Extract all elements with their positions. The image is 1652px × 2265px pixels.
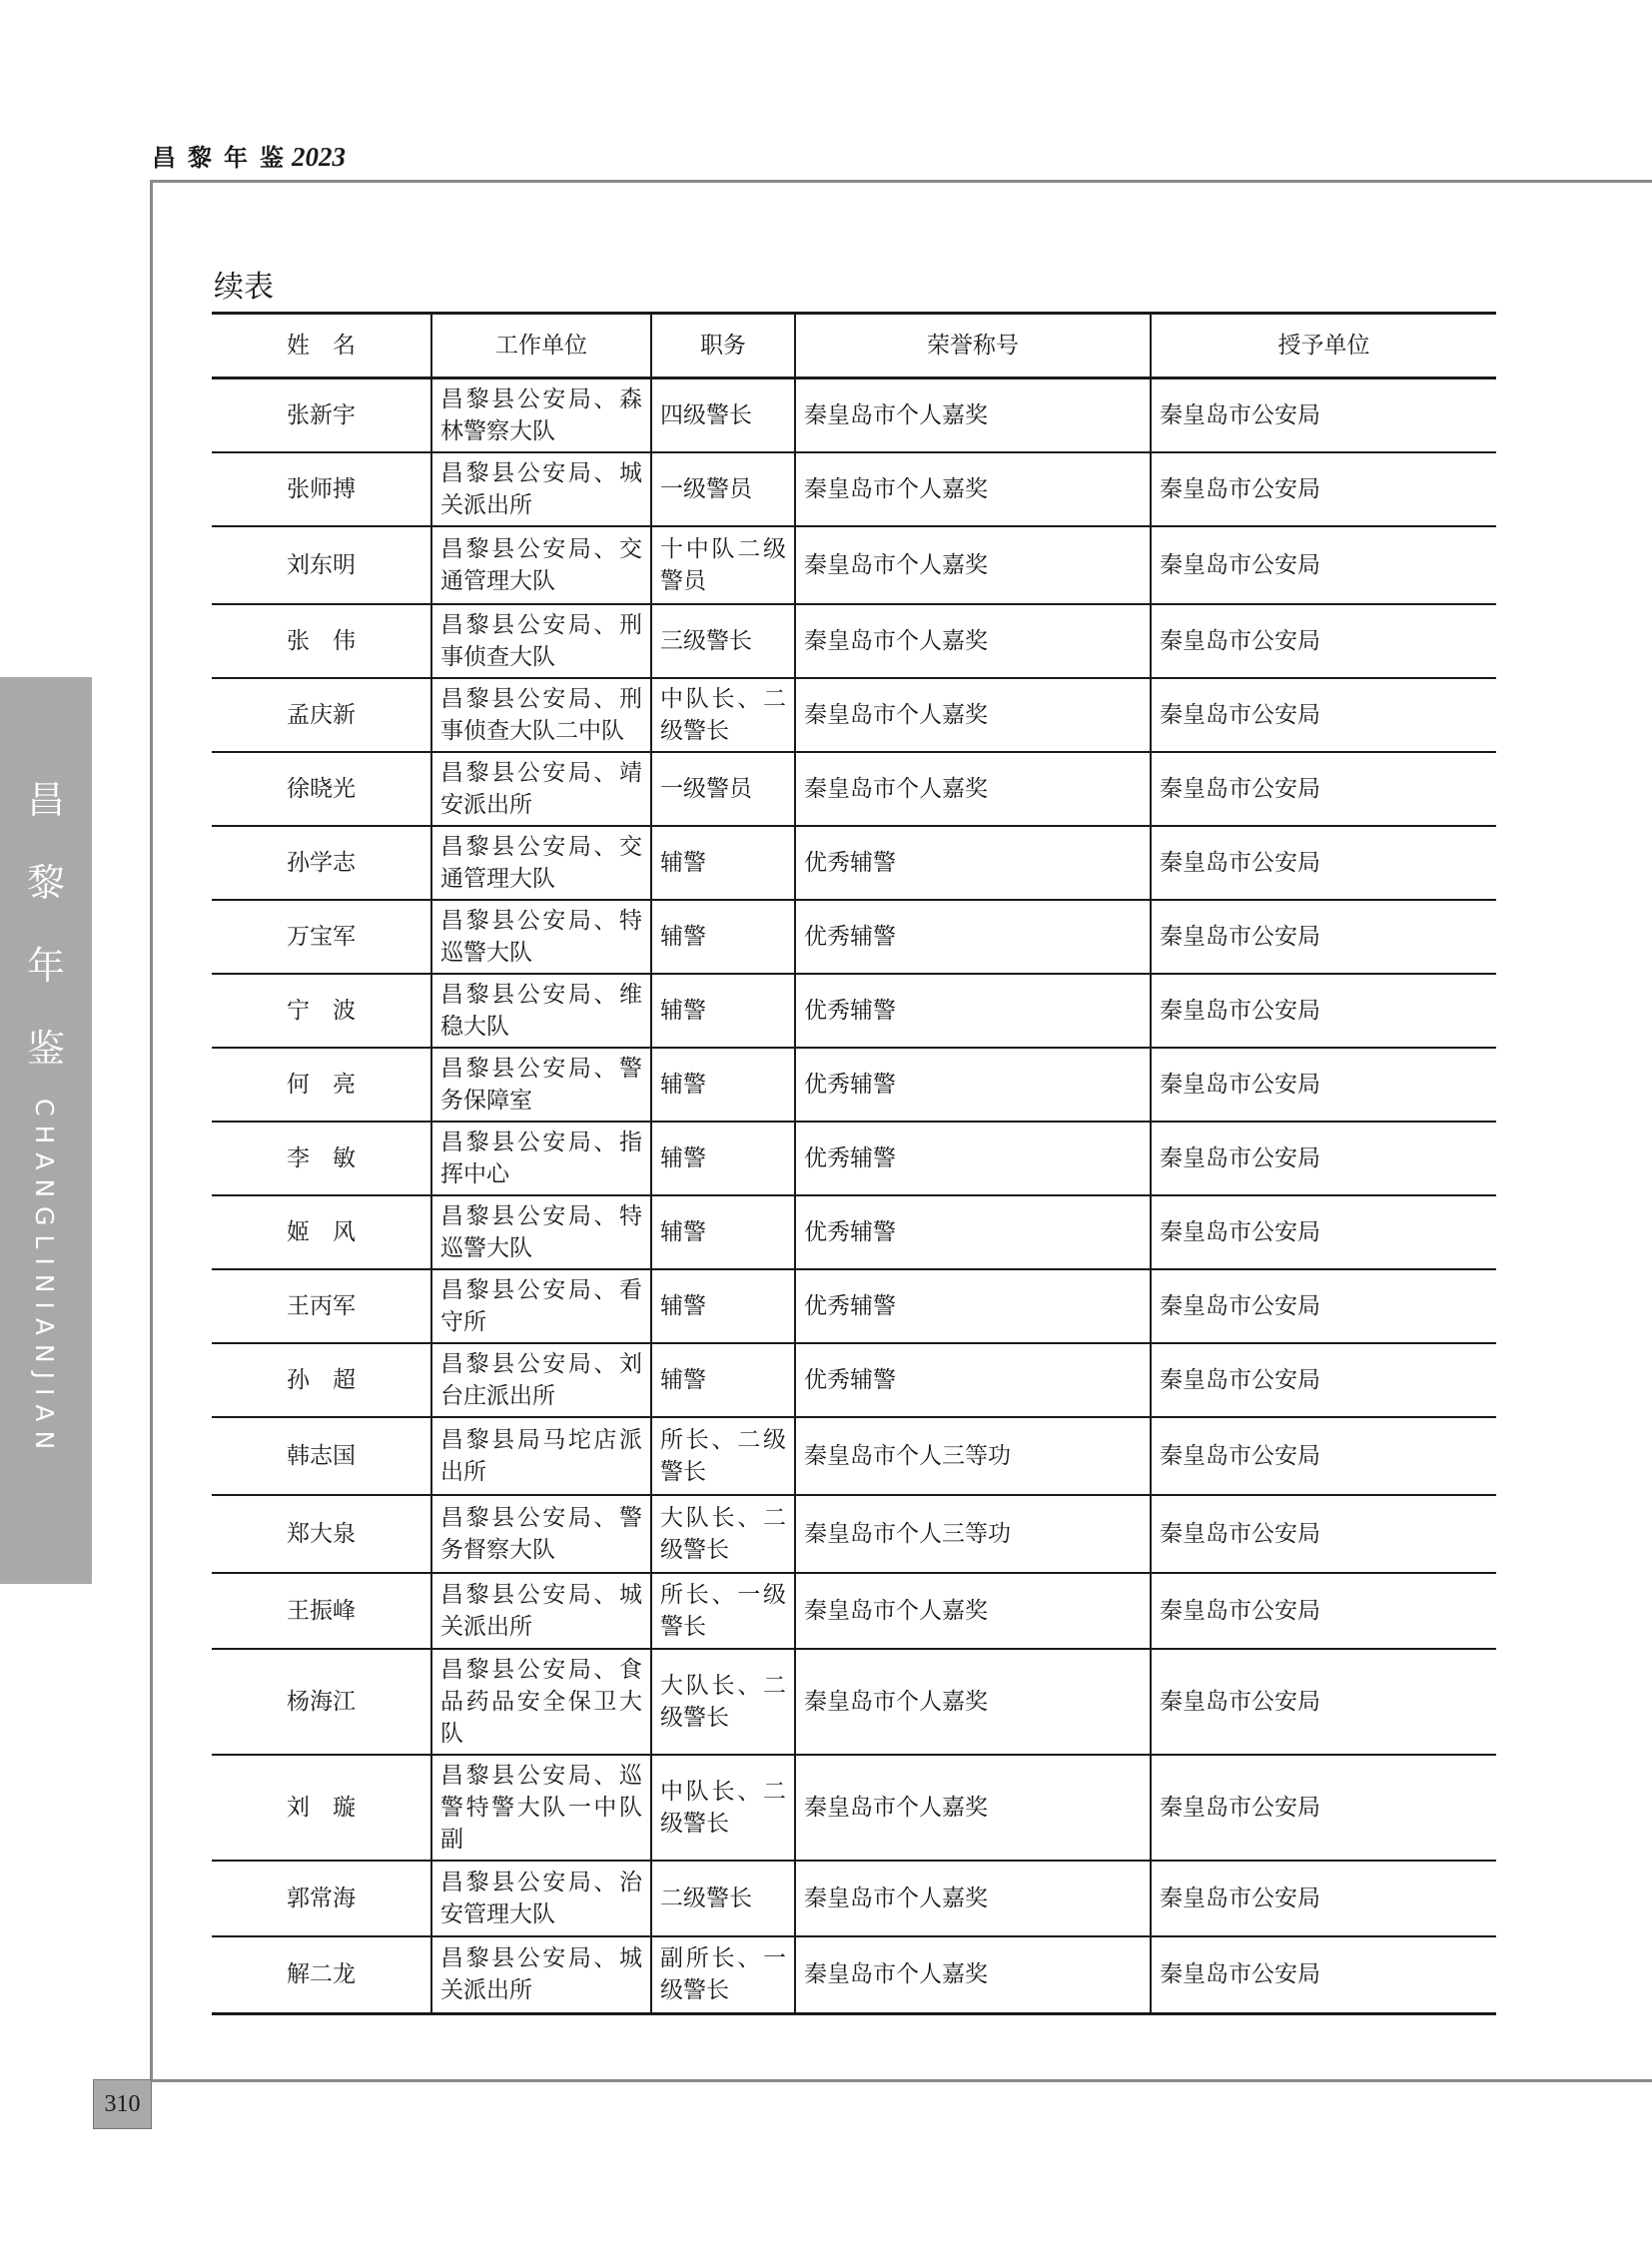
cell-position: 一级警员 (651, 752, 795, 826)
cell-name: 孙 超 (212, 1343, 431, 1417)
cell-work-unit: 昌黎县公安局、看守所 (431, 1269, 651, 1343)
table-row (212, 752, 1496, 826)
table-row (212, 1495, 1496, 1573)
cell-name: 孙学志 (212, 826, 431, 900)
cell-position: 一级警员 (651, 452, 795, 526)
cell-awarding-unit: 秦皇岛市公安局 (1151, 378, 1496, 452)
cell-work-unit: 昌黎县公安局、食品药品安全保卫大队 (431, 1649, 651, 1755)
cell-honor-title: 优秀辅警 (795, 900, 1151, 974)
cell-honor-title: 秦皇岛市个人嘉奖 (795, 526, 1151, 604)
cell-awarding-unit: 秦皇岛市公安局 (1151, 1573, 1496, 1649)
page-number: 310 (93, 2079, 152, 2129)
cell-honor-title: 秦皇岛市个人嘉奖 (795, 378, 1151, 452)
cell-position: 所长、二级警长 (651, 1417, 795, 1495)
cell-honor-title: 秦皇岛市个人嘉奖 (795, 1861, 1151, 1936)
cell-position: 副所长、一级警长 (651, 1936, 795, 2014)
cell-awarding-unit: 秦皇岛市公安局 (1151, 752, 1496, 826)
cell-honor-title: 秦皇岛市个人三等功 (795, 1495, 1151, 1573)
table-row (212, 826, 1496, 900)
cell-position: 二级警长 (651, 1861, 795, 1936)
frame-left-rule (150, 180, 153, 2082)
cell-position: 辅警 (651, 900, 795, 974)
cell-work-unit: 昌黎县公安局、城关派出所 (431, 1573, 651, 1649)
cell-work-unit: 昌黎县局马坨店派出所 (431, 1417, 651, 1495)
table-row (212, 1269, 1496, 1343)
cell-honor-title: 秦皇岛市个人嘉奖 (795, 604, 1151, 678)
cell-honor-title: 秦皇岛市个人嘉奖 (795, 752, 1151, 826)
header-awarding-unit: 授予单位 (1151, 314, 1496, 378)
cell-awarding-unit: 秦皇岛市公安局 (1151, 1122, 1496, 1195)
cell-name: 王振峰 (212, 1573, 431, 1649)
cell-position: 辅警 (651, 826, 795, 900)
cell-name: 何 亮 (212, 1048, 431, 1122)
table-row (212, 1122, 1496, 1195)
cell-awarding-unit: 秦皇岛市公安局 (1151, 974, 1496, 1048)
cell-work-unit: 昌黎县公安局、刑事侦查大队 (431, 604, 651, 678)
table-row (212, 678, 1496, 752)
cell-position: 中队长、二级警长 (651, 1755, 795, 1861)
table-row (212, 1861, 1496, 1936)
side-tab-char: 昌 (26, 778, 65, 822)
cell-honor-title: 优秀辅警 (795, 1343, 1151, 1417)
cell-honor-title: 优秀辅警 (795, 974, 1151, 1048)
cell-name: 王丙军 (212, 1269, 431, 1343)
cell-name: 张师搏 (212, 452, 431, 526)
cell-work-unit: 昌黎县公安局、治安管理大队 (431, 1861, 651, 1936)
cell-name: 徐晓光 (212, 752, 431, 826)
cell-honor-title: 优秀辅警 (795, 1048, 1151, 1122)
table-header-row (212, 314, 1496, 378)
cell-honor-title: 优秀辅警 (795, 1195, 1151, 1269)
cell-awarding-unit: 秦皇岛市公安局 (1151, 1495, 1496, 1573)
header-position: 职务 (651, 314, 795, 378)
cell-honor-title: 秦皇岛市个人嘉奖 (795, 452, 1151, 526)
cell-position: 中队长、二级警长 (651, 678, 795, 752)
cell-work-unit: 昌黎县公安局、维稳大队 (431, 974, 651, 1048)
cell-name: 刘 璇 (212, 1755, 431, 1861)
cell-position: 辅警 (651, 1343, 795, 1417)
cell-honor-title: 优秀辅警 (795, 1122, 1151, 1195)
cell-awarding-unit: 秦皇岛市公安局 (1151, 1195, 1496, 1269)
table-row (212, 1649, 1496, 1755)
cell-awarding-unit: 秦皇岛市公安局 (1151, 452, 1496, 526)
table-row (212, 604, 1496, 678)
cell-position: 四级警长 (651, 378, 795, 452)
cell-awarding-unit: 秦皇岛市公安局 (1151, 1269, 1496, 1343)
cell-name: 郭常海 (212, 1861, 431, 1936)
side-tab-char: 黎 (26, 861, 65, 905)
table-row (212, 452, 1496, 526)
frame-bottom-rule (150, 2079, 1652, 2082)
cell-honor-title: 优秀辅警 (795, 826, 1151, 900)
cell-honor-title: 秦皇岛市个人嘉奖 (795, 1755, 1151, 1861)
cell-work-unit: 昌黎县公安局、特巡警大队 (431, 1195, 651, 1269)
cell-position: 辅警 (651, 1048, 795, 1122)
table-row (212, 1195, 1496, 1269)
table-body (212, 378, 1496, 2014)
cell-awarding-unit: 秦皇岛市公安局 (1151, 526, 1496, 604)
cell-position: 辅警 (651, 1122, 795, 1195)
cell-awarding-unit: 秦皇岛市公安局 (1151, 1417, 1496, 1495)
header-year: 2023 (292, 142, 346, 172)
cell-name: 张新宇 (212, 378, 431, 452)
cell-work-unit: 昌黎县公安局、交通管理大队 (431, 826, 651, 900)
cell-awarding-unit: 秦皇岛市公安局 (1151, 900, 1496, 974)
cell-name: 杨海江 (212, 1649, 431, 1755)
cell-honor-title: 秦皇岛市个人三等功 (795, 1417, 1151, 1495)
cell-position: 辅警 (651, 1195, 795, 1269)
cell-awarding-unit: 秦皇岛市公安局 (1151, 826, 1496, 900)
table-row (212, 1048, 1496, 1122)
cell-work-unit: 昌黎县公安局、指挥中心 (431, 1122, 651, 1195)
header-work-unit: 工作单位 (431, 314, 651, 378)
cell-honor-title: 秦皇岛市个人嘉奖 (795, 1936, 1151, 2014)
cell-name: 解二龙 (212, 1936, 431, 2014)
cell-awarding-unit: 秦皇岛市公安局 (1151, 1861, 1496, 1936)
cell-honor-title: 秦皇岛市个人嘉奖 (795, 1649, 1151, 1755)
table-caption: 续表 (214, 270, 274, 305)
cell-position: 十中队二级警员 (651, 526, 795, 604)
cell-position: 大队长、二级警长 (651, 1649, 795, 1755)
cell-honor-title: 秦皇岛市个人嘉奖 (795, 678, 1151, 752)
side-tab-char: 鉴 (26, 1027, 65, 1071)
cell-position: 三级警长 (651, 604, 795, 678)
cell-honor-title: 秦皇岛市个人嘉奖 (795, 1573, 1151, 1649)
cell-name: 李 敏 (212, 1122, 431, 1195)
header-honor-title: 荣誉称号 (795, 314, 1151, 378)
side-tab-pinyin: CHANGLINIANJIAN (30, 1099, 59, 1459)
cell-position: 所长、一级警长 (651, 1573, 795, 1649)
cell-work-unit: 昌黎县公安局、巡警特警大队一中队副 (431, 1755, 651, 1861)
cell-work-unit: 昌黎县公安局、刘台庄派出所 (431, 1343, 651, 1417)
cell-awarding-unit: 秦皇岛市公安局 (1151, 1048, 1496, 1122)
awards-table (212, 312, 1496, 2015)
cell-honor-title: 优秀辅警 (795, 1269, 1151, 1343)
table-row (212, 900, 1496, 974)
table-row (212, 1936, 1496, 2014)
table-row (212, 378, 1496, 452)
cell-work-unit: 昌黎县公安局、森林警察大队 (431, 378, 651, 452)
table-row (212, 526, 1496, 604)
cell-awarding-unit: 秦皇岛市公安局 (1151, 1936, 1496, 2014)
table-row (212, 1573, 1496, 1649)
cell-work-unit: 昌黎县公安局、城关派出所 (431, 452, 651, 526)
cell-awarding-unit: 秦皇岛市公安局 (1151, 1343, 1496, 1417)
cell-name: 郑大泉 (212, 1495, 431, 1573)
cell-name: 刘东明 (212, 526, 431, 604)
table-row (212, 1417, 1496, 1495)
cell-work-unit: 昌黎县公安局、城关派出所 (431, 1936, 651, 2014)
cell-work-unit: 昌黎县公安局、靖安派出所 (431, 752, 651, 826)
cell-work-unit: 昌黎县公安局、刑事侦查大队二中队 (431, 678, 651, 752)
table-row (212, 1343, 1496, 1417)
side-tab-char: 年 (26, 944, 65, 988)
cell-name: 韩志国 (212, 1417, 431, 1495)
cell-awarding-unit: 秦皇岛市公安局 (1151, 678, 1496, 752)
cell-work-unit: 昌黎县公安局、交通管理大队 (431, 526, 651, 604)
cell-awarding-unit: 秦皇岛市公安局 (1151, 604, 1496, 678)
table-row (212, 974, 1496, 1048)
cell-name: 宁 波 (212, 974, 431, 1048)
cell-position: 辅警 (651, 1269, 795, 1343)
cell-name: 张 伟 (212, 604, 431, 678)
cell-position: 大队长、二级警长 (651, 1495, 795, 1573)
cell-awarding-unit: 秦皇岛市公安局 (1151, 1755, 1496, 1861)
cell-awarding-unit: 秦皇岛市公安局 (1151, 1649, 1496, 1755)
cell-work-unit: 昌黎县公安局、警务督察大队 (431, 1495, 651, 1573)
cell-work-unit: 昌黎县公安局、警务保障室 (431, 1048, 651, 1122)
header-title: 昌黎年鉴 (152, 143, 296, 172)
cell-position: 辅警 (651, 974, 795, 1048)
table-row (212, 1755, 1496, 1861)
cell-name: 万宝军 (212, 900, 431, 974)
running-header (152, 138, 346, 173)
header-name: 姓 名 (212, 314, 431, 378)
cell-name: 孟庆新 (212, 678, 431, 752)
cell-name: 姬 风 (212, 1195, 431, 1269)
frame-top-rule (150, 180, 1652, 183)
cell-work-unit: 昌黎县公安局、特巡警大队 (431, 900, 651, 974)
